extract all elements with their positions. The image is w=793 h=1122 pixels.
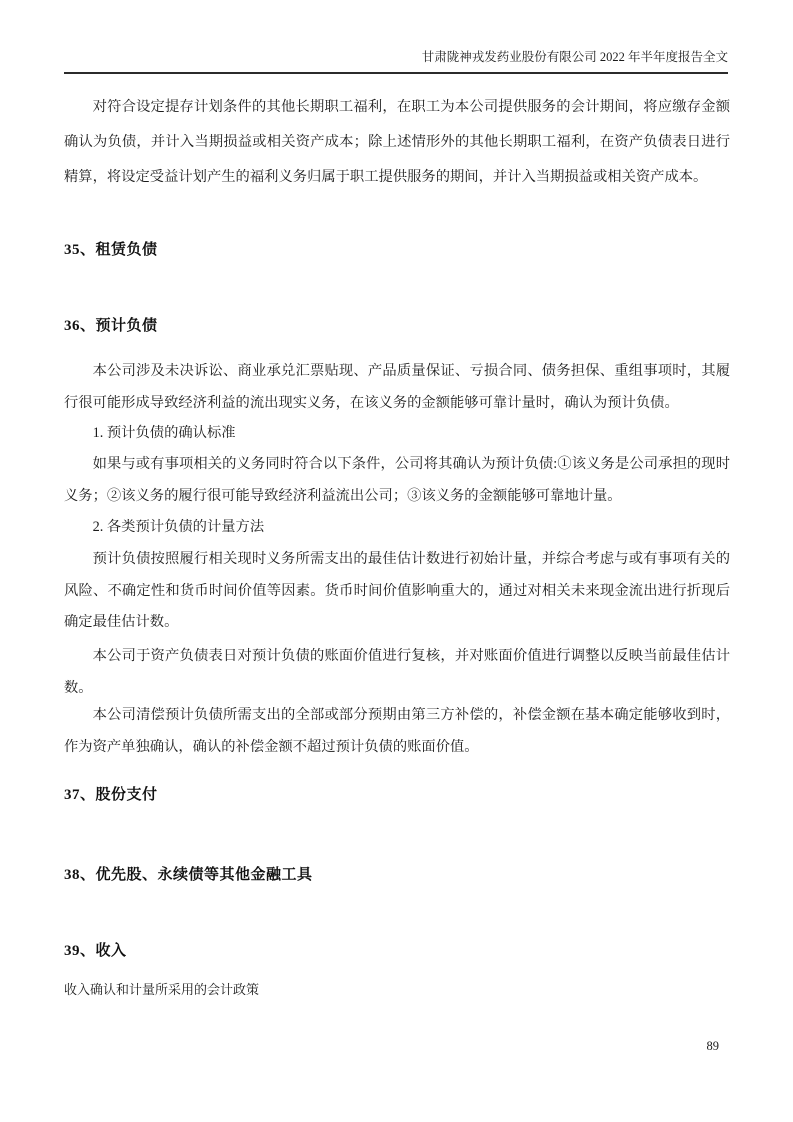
heading-37-share-based-payment: 37、股份支付 [64, 787, 158, 803]
page-header [64, 49, 728, 74]
paragraph-contingency-scope: 本公司涉及未决诉讼、商业承兑汇票贴现、产品质量保证、亏损合同、债务担保、重组事项时，其履行很可能形成导致经济利益的流出现实义务，在该义务的金额能够可靠计量时，确认为预计负债。 [64, 363, 730, 411]
paragraph-recognition-conditions: 如果与或有事项相关的义务同时符合以下条件，公司将其确认为预计负债:①该义务是公司承担的现时义务；②该义务的履行很可能导致经济利益流出公司；③该义务的金额能够可靠地计量。 [64, 456, 730, 504]
paragraph-employee-benefits: 对符合设定提存计划条件的其他长期职工福利，在职工为本公司提供服务的会计期间，将应缴存金额确认为负债，并计入当期损益或相关资产成本；除上述情形外的其他长期职工福利，在资产负债表日进行精算，将设定受益计划产生的福利义务归属于职工提供服务的期间，并计入当期损益或相关资产成本。 [64, 99, 730, 185]
heading-36-estimated-liabilities: 36、预计负债 [64, 318, 158, 334]
heading-39-revenue: 39、收入 [64, 943, 127, 959]
paragraph-balance-sheet-review: 本公司于资产负债表日对预计负债的账面价值进行复核，并对账面价值进行调整以反映当前最佳估计数。 [64, 648, 730, 696]
subitem-1-recognition-criteria: 1. 预计负债的确认标准 [92, 425, 236, 441]
header-title: 甘肃陇神戎发药业股份有限公司 2022 年半年度报告全文 [421, 50, 728, 64]
paragraph-third-party-compensation: 本公司清偿预计负债所需支出的全部或部分预期由第三方补偿的，补偿金额在基本确定能够收到时，作为资产单独确认，确认的补偿金额不超过预计负债的账面价值。 [64, 707, 730, 755]
heading-38-preferred-shares-perpetual-bonds: 38、优先股、永续债等其他金融工具 [64, 867, 313, 883]
revenue-policy-subheading: 收入确认和计量所采用的会计政策 [64, 982, 260, 997]
paragraph-initial-measurement: 预计负债按照履行相关现时义务所需支出的最佳估计数进行初始计量，并综合考虑与或有事项有关的风险、不确定性和货币时间价值等因素。货币时间价值影响重大的，通过对相关未来现金流出进行折现后确定最佳估计数。 [64, 551, 730, 630]
heading-35-lease-liabilities: 35、租赁负债 [64, 242, 158, 258]
page-number: 89 [706, 1039, 719, 1053]
subitem-2-measurement-methods: 2. 各类预计负债的计量方法 [92, 519, 265, 535]
